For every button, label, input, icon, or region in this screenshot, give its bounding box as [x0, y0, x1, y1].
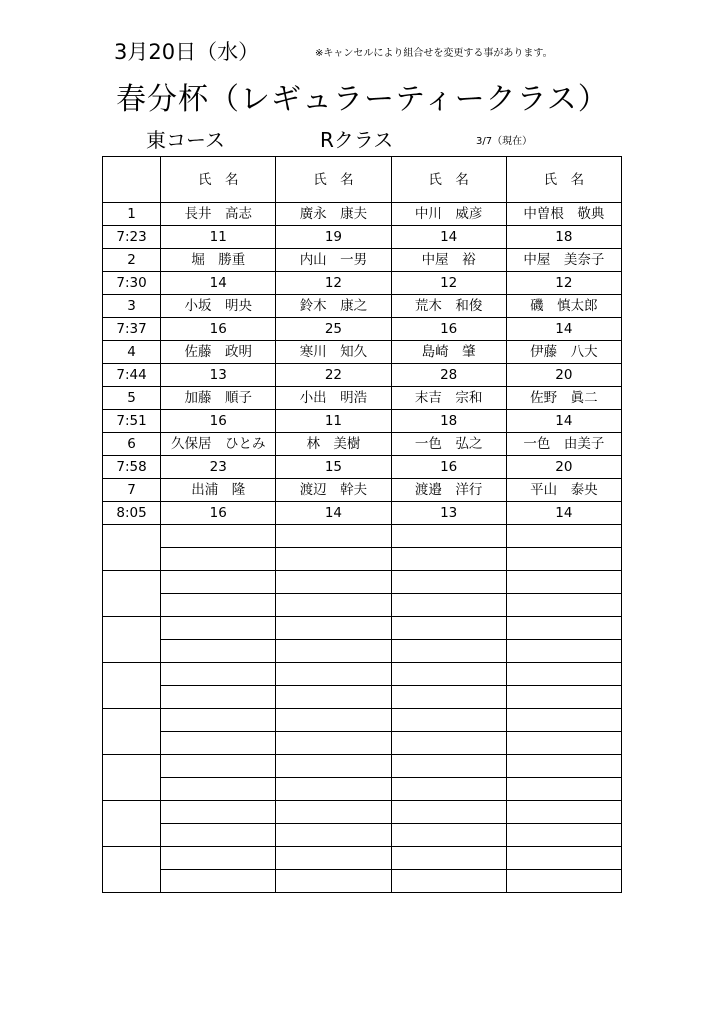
empty-cell	[506, 778, 621, 801]
empty-cell	[161, 525, 276, 548]
player-handicap: 16	[161, 502, 276, 525]
player-name: 小出 明浩	[276, 387, 391, 410]
empty-group-row	[103, 525, 622, 548]
empty-cell	[391, 617, 506, 640]
tee-time: 7:37	[103, 318, 161, 341]
empty-cell	[161, 571, 276, 594]
empty-group-label-cell	[103, 525, 161, 571]
column-header-name: 氏 名	[276, 157, 391, 203]
empty-cell	[161, 709, 276, 732]
player-handicap: 14	[391, 226, 506, 249]
player-name: 末吉 宗和	[391, 387, 506, 410]
player-name: 出浦 隆	[161, 479, 276, 502]
player-name: 島崎 肇	[391, 341, 506, 364]
empty-cell	[391, 847, 506, 870]
empty-group-row	[103, 686, 622, 709]
player-name: 一色 由美子	[506, 433, 621, 456]
empty-group-row	[103, 824, 622, 847]
empty-cell	[161, 824, 276, 847]
player-handicap: 20	[506, 456, 621, 479]
player-handicap: 20	[506, 364, 621, 387]
group-number: 6	[103, 433, 161, 456]
player-handicap: 16	[391, 456, 506, 479]
empty-group-row	[103, 640, 622, 663]
empty-cell	[506, 548, 621, 571]
player-handicap: 13	[391, 502, 506, 525]
empty-cell	[506, 824, 621, 847]
group-name-row	[103, 479, 622, 502]
empty-cell	[391, 686, 506, 709]
player-handicap: 25	[276, 318, 391, 341]
player-handicap: 14	[506, 410, 621, 433]
empty-cell	[276, 640, 391, 663]
table-header-row	[103, 157, 622, 203]
player-name: 内山 一男	[276, 249, 391, 272]
player-name: 渡邉 洋行	[391, 479, 506, 502]
group-handicap-row	[103, 364, 622, 387]
empty-cell	[391, 571, 506, 594]
player-handicap: 12	[391, 272, 506, 295]
player-name: 平山 泰央	[506, 479, 621, 502]
player-name: 磯 慎太郎	[506, 295, 621, 318]
empty-cell	[276, 548, 391, 571]
empty-group-row	[103, 571, 622, 594]
empty-group-label-cell	[103, 709, 161, 755]
player-handicap: 14	[161, 272, 276, 295]
empty-cell	[391, 640, 506, 663]
empty-cell	[276, 778, 391, 801]
player-name: 佐藤 政明	[161, 341, 276, 364]
empty-cell	[276, 525, 391, 548]
empty-cell	[506, 663, 621, 686]
tee-time: 7:23	[103, 226, 161, 249]
player-handicap: 14	[276, 502, 391, 525]
player-name: 加藤 順子	[161, 387, 276, 410]
player-handicap: 13	[161, 364, 276, 387]
empty-group-row	[103, 847, 622, 870]
group-handicap-row	[103, 226, 622, 249]
empty-group-row	[103, 778, 622, 801]
empty-cell	[276, 824, 391, 847]
player-handicap: 14	[506, 502, 621, 525]
empty-group-label-cell	[103, 571, 161, 617]
player-name: 中屋 美奈子	[506, 249, 621, 272]
player-handicap: 23	[161, 456, 276, 479]
empty-cell	[506, 594, 621, 617]
empty-cell	[391, 594, 506, 617]
empty-cell	[506, 847, 621, 870]
empty-cell	[391, 801, 506, 824]
tee-time: 8:05	[103, 502, 161, 525]
empty-cell	[506, 732, 621, 755]
pairing-table-body	[103, 157, 622, 893]
group-number: 3	[103, 295, 161, 318]
player-name: 中屋 裕	[391, 249, 506, 272]
class-label: Rクラス	[320, 128, 394, 152]
group-number: 1	[103, 203, 161, 226]
player-name: 長井 高志	[161, 203, 276, 226]
empty-cell	[276, 594, 391, 617]
empty-group-row	[103, 548, 622, 571]
group-name-row	[103, 387, 622, 410]
course-name: 東コース	[146, 128, 225, 152]
player-name: 一色 弘之	[391, 433, 506, 456]
empty-cell	[276, 870, 391, 893]
player-name: 中川 威彦	[391, 203, 506, 226]
empty-cell	[391, 732, 506, 755]
empty-cell	[276, 571, 391, 594]
empty-group-label-cell	[103, 801, 161, 847]
player-name: 寒川 知久	[276, 341, 391, 364]
empty-cell	[161, 778, 276, 801]
empty-cell	[506, 617, 621, 640]
empty-cell	[506, 870, 621, 893]
cancellation-note: ※キャンセルにより組合せを変更する事があります。	[315, 48, 553, 59]
player-name: 久保居 ひとみ	[161, 433, 276, 456]
group-name-row	[103, 249, 622, 272]
empty-cell	[276, 801, 391, 824]
empty-cell	[391, 824, 506, 847]
empty-group-label-cell	[103, 847, 161, 893]
empty-cell	[161, 755, 276, 778]
player-handicap: 12	[276, 272, 391, 295]
player-handicap: 12	[506, 272, 621, 295]
empty-cell	[506, 525, 621, 548]
column-header-name: 氏 名	[161, 157, 276, 203]
empty-group-row	[103, 663, 622, 686]
empty-cell	[391, 778, 506, 801]
group-number: 5	[103, 387, 161, 410]
player-name: 堀 勝重	[161, 249, 276, 272]
tee-time: 7:51	[103, 410, 161, 433]
empty-group-label-cell	[103, 755, 161, 801]
empty-cell	[506, 686, 621, 709]
player-handicap: 16	[391, 318, 506, 341]
empty-cell	[161, 548, 276, 571]
empty-cell	[391, 548, 506, 571]
empty-cell	[391, 755, 506, 778]
empty-cell	[506, 640, 621, 663]
empty-cell	[391, 663, 506, 686]
group-handicap-row	[103, 410, 622, 433]
empty-group-label-cell	[103, 663, 161, 709]
empty-group-row	[103, 755, 622, 778]
player-handicap: 16	[161, 410, 276, 433]
empty-cell	[506, 709, 621, 732]
empty-cell	[276, 709, 391, 732]
empty-group-row	[103, 801, 622, 824]
empty-cell	[161, 617, 276, 640]
group-name-row	[103, 203, 622, 226]
player-name: 渡辺 幹夫	[276, 479, 391, 502]
empty-group-row	[103, 617, 622, 640]
empty-cell	[161, 640, 276, 663]
player-handicap: 28	[391, 364, 506, 387]
empty-group-row	[103, 594, 622, 617]
empty-cell	[506, 571, 621, 594]
group-number: 4	[103, 341, 161, 364]
player-handicap: 15	[276, 456, 391, 479]
player-handicap: 11	[161, 226, 276, 249]
empty-cell	[276, 686, 391, 709]
empty-cell	[276, 755, 391, 778]
player-handicap: 18	[506, 226, 621, 249]
player-handicap: 22	[276, 364, 391, 387]
empty-cell	[391, 870, 506, 893]
empty-cell	[161, 847, 276, 870]
player-name: 伊藤 八大	[506, 341, 621, 364]
pairing-table	[102, 156, 622, 893]
empty-cell	[161, 663, 276, 686]
empty-group-row	[103, 709, 622, 732]
player-handicap: 19	[276, 226, 391, 249]
group-handicap-row	[103, 272, 622, 295]
empty-cell	[506, 801, 621, 824]
column-header-name: 氏 名	[506, 157, 621, 203]
empty-cell	[391, 709, 506, 732]
group-name-row	[103, 295, 622, 318]
empty-cell	[276, 663, 391, 686]
column-header-name: 氏 名	[391, 157, 506, 203]
player-handicap: 14	[506, 318, 621, 341]
player-name: 廣永 康夫	[276, 203, 391, 226]
player-handicap: 16	[161, 318, 276, 341]
player-name: 荒木 和俊	[391, 295, 506, 318]
group-name-row	[103, 433, 622, 456]
group-number: 7	[103, 479, 161, 502]
group-handicap-row	[103, 502, 622, 525]
player-name: 佐野 眞二	[506, 387, 621, 410]
empty-group-label-cell	[103, 617, 161, 663]
group-name-row	[103, 341, 622, 364]
tee-time: 7:44	[103, 364, 161, 387]
tee-time: 7:30	[103, 272, 161, 295]
empty-group-row	[103, 870, 622, 893]
empty-cell	[276, 617, 391, 640]
empty-cell	[391, 525, 506, 548]
empty-cell	[161, 732, 276, 755]
empty-cell	[161, 594, 276, 617]
empty-cell	[161, 801, 276, 824]
as-of-date: 3/7（現在）	[476, 136, 533, 147]
empty-cell	[276, 732, 391, 755]
player-name: 鈴木 康之	[276, 295, 391, 318]
empty-cell	[161, 870, 276, 893]
empty-group-row	[103, 732, 622, 755]
tee-time: 7:58	[103, 456, 161, 479]
player-name: 小坂 明央	[161, 295, 276, 318]
player-handicap: 11	[276, 410, 391, 433]
empty-cell	[506, 755, 621, 778]
player-handicap: 18	[391, 410, 506, 433]
group-handicap-row	[103, 318, 622, 341]
event-date: 3月20日（水）	[114, 40, 260, 64]
group-handicap-row	[103, 456, 622, 479]
page-title: 春分杯（レギュラーティークラス）	[116, 82, 609, 117]
player-name: 林 美樹	[276, 433, 391, 456]
player-name: 中曽根 敬典	[506, 203, 621, 226]
empty-cell	[161, 686, 276, 709]
empty-cell	[276, 847, 391, 870]
header-blank-cell	[103, 157, 161, 203]
group-number: 2	[103, 249, 161, 272]
